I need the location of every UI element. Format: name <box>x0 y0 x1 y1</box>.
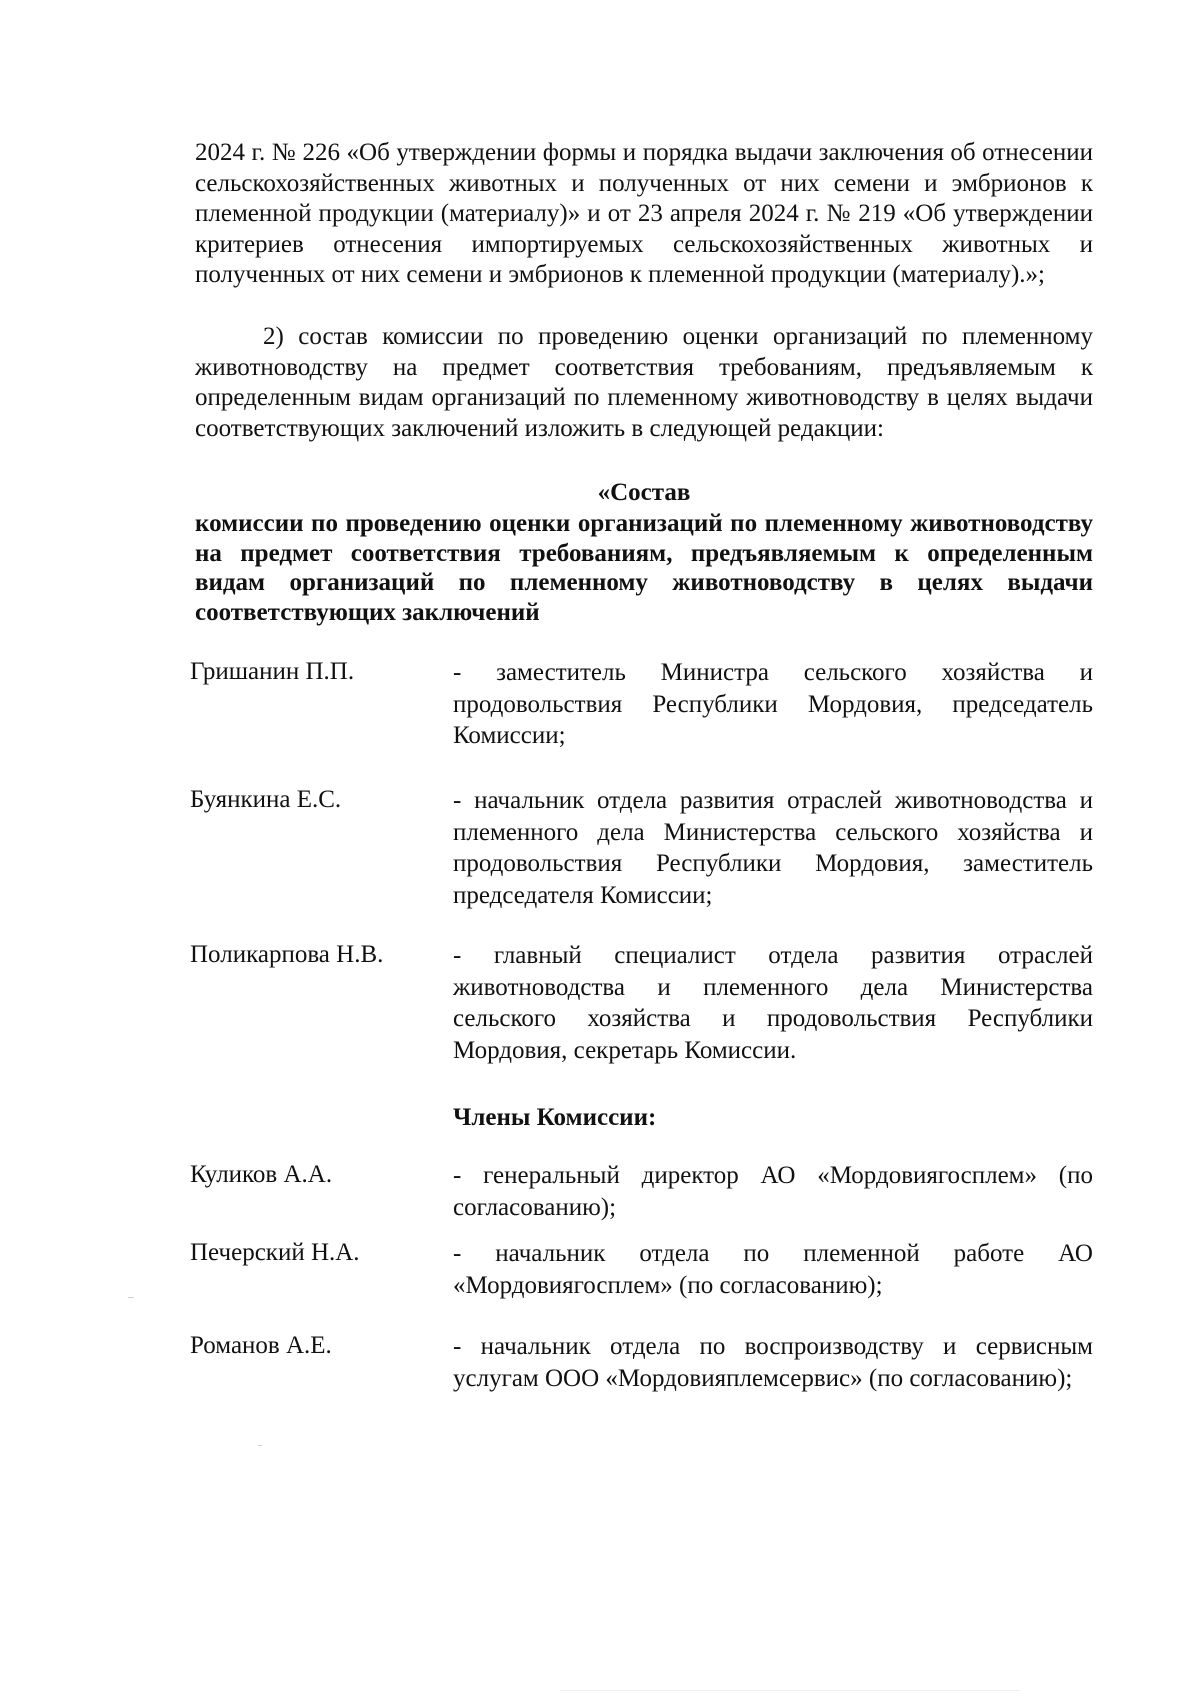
intro-paragraph: 2024 г. № 226 «Об утверждении формы и порядка выдачи заключения об отнесении сельскохозяйственных животных и полученных от них семени и эмбрионов к племенной продукции (материалу)» и от 23 апреля 2024 г. № 219 «Об утверждении критериев отнесения импортируемых сельскохозяйственных животных и полученных от них семени и эмбрионов к племенной продукции (материалу).»; <box>195 139 1093 289</box>
composition-title-head: «Состав <box>597 479 691 506</box>
member-role-kulikov: - генеральный директор АО «Мордовиягосплем» (по согласованию); <box>453 1162 1093 1221</box>
member-role-pechersky: - начальник отдела по племенной работе АО «Мордовиягосплем» (по согласованию); <box>453 1240 1093 1299</box>
member-role-secretary: - главный специалист отдела развития отраслей животноводства и племенного дела Министерства сельского хозяйства и продовольствия Республики Мордовия, секретарь Комиссии. <box>453 942 1093 1064</box>
member-role-deputy-chair: - начальник отдела развития отраслей животноводства и племенного дела Министерства сельского хозяйства и продовольствия Республики Мордовия, заместитель председателя Комиссии; <box>453 787 1093 909</box>
member-role-chair: - заместитель Министра сельского хозяйства и продовольствия Республики Мордовия, председатель Комиссии; <box>453 659 1093 749</box>
member-name-chair: Гришанин П.П. <box>190 658 355 685</box>
composition-title-body: комиссии по проведению оценки организаций по племенному животноводству на предмет соответствия требованиям, предъявляемым к определенным видам организаций по племенному животноводству в целях выдачи соответствующих заключений <box>195 510 1093 626</box>
scan-speck <box>128 1297 134 1298</box>
scan-speck <box>560 1690 1020 1691</box>
member-role-romanov: - начальник отдела по воспроизводству и сервисным услугам ООО «Мордовияплемсервис» (по согласованию); <box>453 1333 1093 1392</box>
members-heading: Члены Комиссии: <box>453 1104 657 1131</box>
amendment-paragraph: 2) состав комиссии по проведению оценки организаций по племенному животноводству на предмет соответствия требованиям, предъявляемым к определенным видам организаций по племенному животноводству в целях выдачи соответствующих заключений изложить в следующей редакции: <box>195 323 1093 442</box>
member-name-deputy-chair: Буянкина Е.С. <box>190 786 342 813</box>
member-name-secretary: Поликарпова Н.В. <box>190 941 384 968</box>
member-name-pechersky: Печерский Н.А. <box>190 1239 360 1266</box>
member-name-romanov: Романов А.Е. <box>190 1332 332 1359</box>
scan-speck <box>258 1445 262 1446</box>
member-name-kulikov: Куликов А.А. <box>190 1161 333 1188</box>
